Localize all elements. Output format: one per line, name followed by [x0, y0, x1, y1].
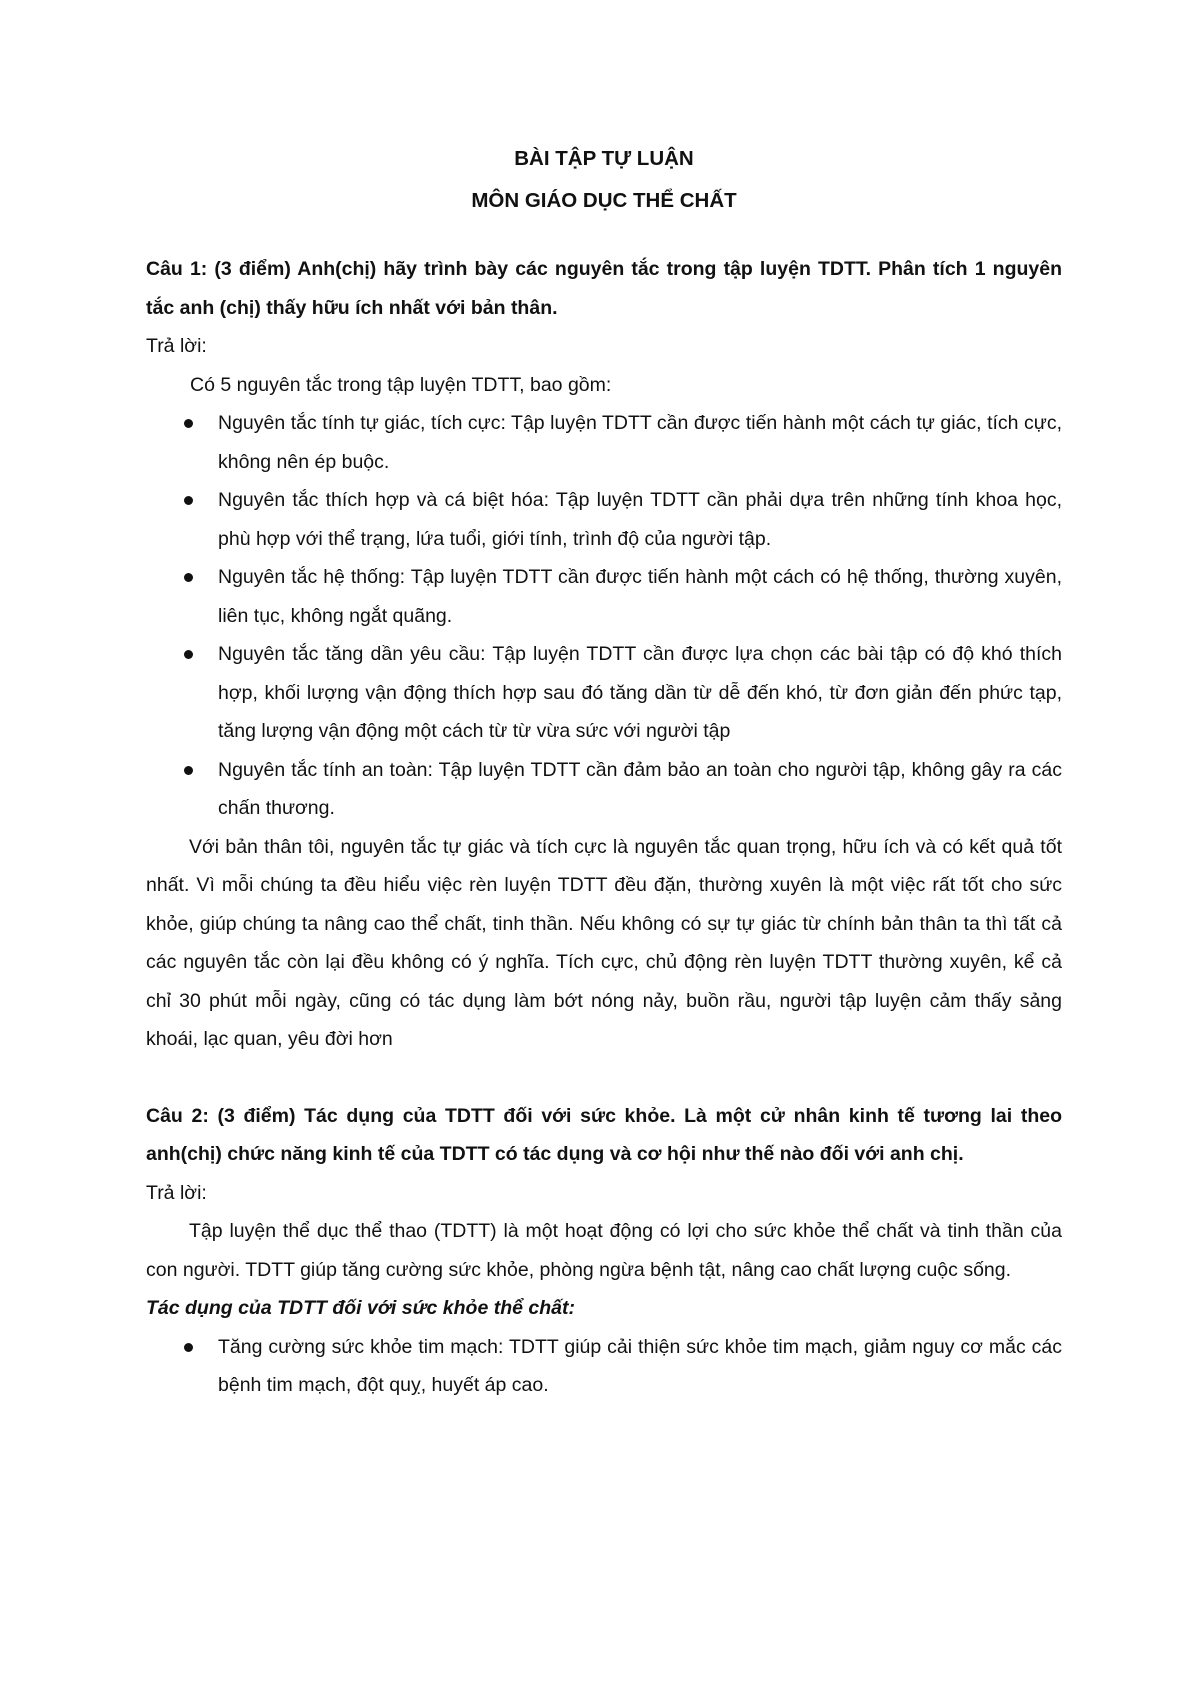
- q2-subheading: Tác dụng của TDTT đối với sức khỏe thể chất:: [146, 1297, 575, 1319]
- bullet-icon: [184, 650, 193, 659]
- bullet-icon: [184, 419, 193, 428]
- title-line-1: BÀI TẬP TỰ LUẬN: [514, 147, 694, 170]
- answer-label-1: Trả lời:: [146, 335, 207, 357]
- answer-label-2: Trả lời:: [146, 1181, 207, 1204]
- list-item: Nguyên tắc tính tự giác, tích cực: Tập luyện TDTT cần được tiến hành một cách tự giác, tích cực, không nên ép buộc.: [218, 404, 1062, 481]
- bullet-icon: [184, 496, 193, 505]
- list-item: Nguyên tắc tăng dần yêu cầu: Tập luyện TDTT cần được lựa chọn các bài tập có độ khó thích hợp, khối lượng vận động thích hợp sau đó tăng dần từ dễ đến khó, từ đơn giản đến phức tạp, tăng lượng vận động một cách từ từ vừa sức với người tập: [218, 635, 1062, 751]
- q1-intro: Có 5 nguyên tắc trong tập luyện TDTT, bao gồm:: [190, 373, 612, 396]
- list-item: Nguyên tắc thích hợp và cá biệt hóa: Tập luyện TDTT cần phải dựa trên những tính khoa học, phù hợp với thể trạng, lứa tuổi, giới tính, trình độ của người tập.: [218, 481, 1062, 558]
- list-item: Tăng cường sức khỏe tim mạch: TDTT giúp cải thiện sức khỏe tim mạch, giảm nguy cơ mắc các bệnh tim mạch, đột quỵ, huyết áp cao.: [218, 1328, 1062, 1405]
- question-1: Câu 1: (3 điểm) Anh(chị) hãy trình bày các nguyên tắc trong tập luyện TDTT. Phân tích 1 nguyên tắc anh (chị) thấy hữu ích nhất với bản thân.: [146, 258, 1062, 319]
- list-item: Nguyên tắc hệ thống: Tập luyện TDTT cần được tiến hành một cách có hệ thống, thường xuyên, liên tục, không ngắt quãng.: [218, 558, 1062, 635]
- section-spacer: [146, 1059, 1062, 1097]
- q1-conclusion: Với bản thân tôi, nguyên tắc tự giác và tích cực là nguyên tắc quan trọng, hữu ích và có kết quả tốt nhất. Vì mỗi chúng ta đều hiểu việc rèn luyện TDTT đều đặn, thường xuyên là một việc rất tốt cho sức khỏe, giúp chúng ta nâng cao thể chất, tinh thần. Nếu không có sự tự giác từ chính bản thân ta thì tất cả các nguyên tắc còn lại đều không có ý nghĩa. Tích cực, chủ động rèn luyện TDTT thường xuyên, kể cả chỉ 30 phút mỗi ngày, cũng có tác dụng làm bớt nóng nảy, buồn rầu, người tập luyện cảm thấy sảng khoái, lạc quan, yêu đời hơn: [146, 835, 1062, 1050]
- document-title: [146, 138, 1062, 222]
- q2-effects-list: [146, 1328, 1062, 1405]
- q1-principles-list: [146, 404, 1062, 828]
- bullet-icon: [184, 766, 193, 775]
- list-item: Nguyên tắc tính an toàn: Tập luyện TDTT cần đảm bảo an toàn cho người tập, không gây ra các chấn thương.: [218, 751, 1062, 828]
- title-line-2: MÔN GIÁO DỤC THỂ CHẤT: [471, 189, 737, 212]
- bullet-icon: [184, 1343, 193, 1352]
- question-2: Câu 2: (3 điểm) Tác dụng của TDTT đối với sức khỏe. Là một cử nhân kinh tế tương lai theo anh(chị) chức năng kinh tế của TDTT có tác dụng và cơ hội như thế nào đối với anh chị.: [146, 1104, 1062, 1165]
- bullet-icon: [184, 573, 193, 582]
- q2-intro: Tập luyện thể dục thể thao (TDTT) là một hoạt động có lợi cho sức khỏe thể chất và tinh thần của con người. TDTT giúp tăng cường sức khỏe, phòng ngừa bệnh tật, nâng cao chất lượng cuộc sống.: [146, 1220, 1062, 1281]
